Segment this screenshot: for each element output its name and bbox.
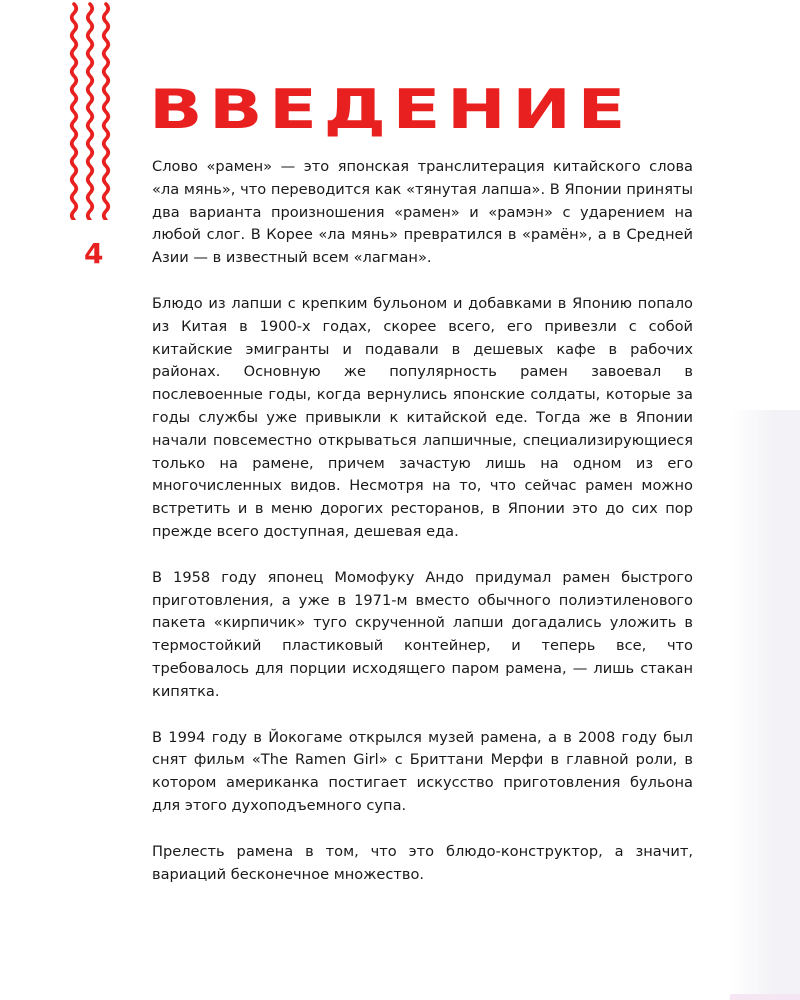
noodle-waves-icon — [66, 0, 114, 220]
paragraph: Слово «рамен» — это японская транслитерация китайского слова «ла мянь», что переводится как «тянутая лапша». В Японии приняты два варианта произношения «рамен» и «рамэн» с ударением на любой слог. В Корее «ла мянь» превратился в «рамён», а в Средней Азии — в известный всем «лагман». — [152, 158, 693, 267]
noodle-line — [104, 4, 109, 220]
paragraph: Блюдо из лапши с крепким бульоном и добавками в Японию попало из Китая в 1900-х годах, скорее всего, его привезли с собой китайские эмигранты и подавали в дешевых кафе в рабочих районах. Основную же популярность рамен завоевал в послевоенные годы, когда вернулись японские солдаты, которые за годы службы уже привыкли к китайской еде. Тогда же в Японии начали повсеместно открываться лапшичные, специализирующиеся только на рамене, причем зачастую лишь на одном из его многочисленных видов. Несмотря на то, что сейчас рамен можно встретить и в меню дорогих ресторанов, в Японии это до сих пор прежде всего доступная, дешевая еда. — [152, 294, 693, 540]
article-body — [152, 156, 693, 909]
noodle-line — [88, 4, 93, 220]
page-edge-tint — [730, 994, 800, 1000]
paragraph: В 1958 году японец Момофуку Андо придумал рамен быстрого приготовления, а уже в 1971-м вместо обычного полиэтиленового пакета «кирпичик» туго скрученной лапши догадались уложить в термостойкий пластиковый контейнер, и теперь все, что требовалось для порции исходящего паром рамена, — лишь стакан кипятка. — [152, 568, 693, 700]
page-title: ВВЕДЕНИЕ — [149, 78, 632, 141]
page-edge-shadow — [730, 410, 800, 1000]
paragraph: В 1994 году в Йокогаме открылся музей рамена, а в 2008 году был снят фильм «The Ramen Girl» с Бриттани Мерфи в главной роли, в котором американка постигает искусство приготовления бульона для этого духоподъемного супа. — [152, 728, 693, 814]
page-number: 4 — [84, 237, 104, 270]
noodle-line — [72, 4, 77, 220]
paragraph: Прелесть рамена в том, что это блюдо-конструктор, а значит, вариаций бесконечное множество. — [152, 842, 693, 883]
